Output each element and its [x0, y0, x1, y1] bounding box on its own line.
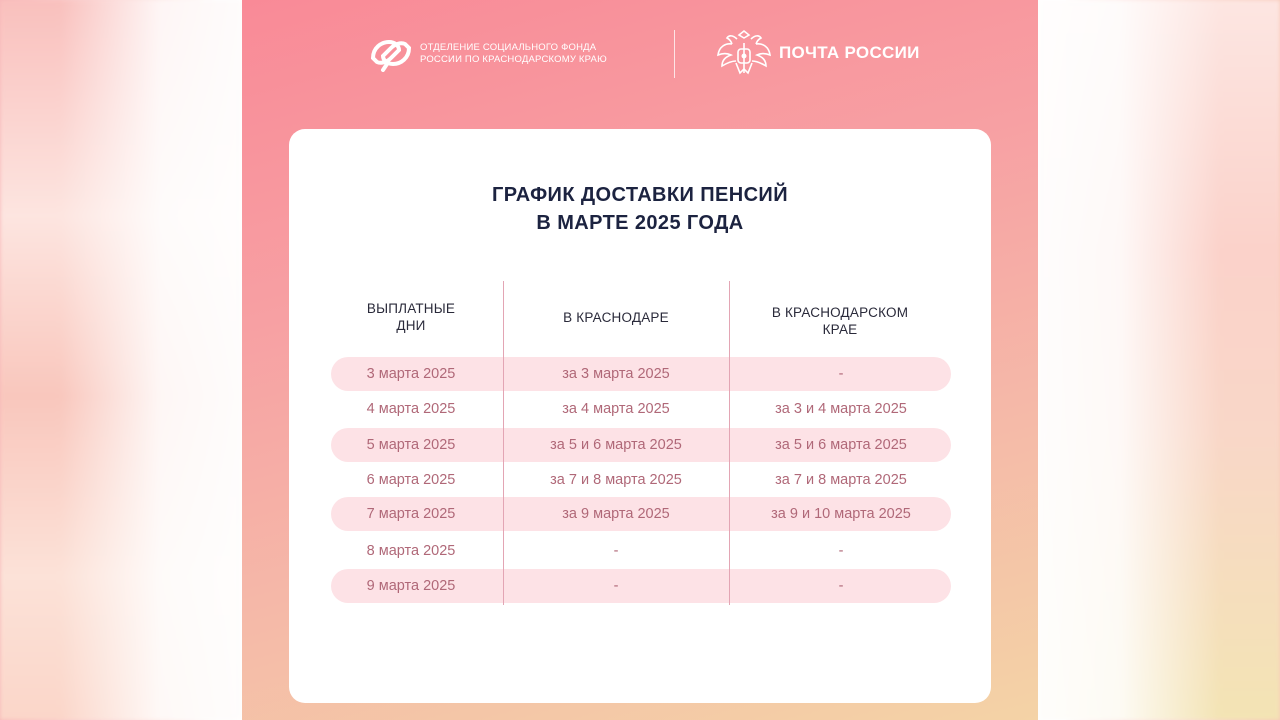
column-header-line: В КРАСНОДАРСКОМ	[771, 305, 909, 320]
column-header-payment-days	[331, 281, 491, 353]
poster-header	[242, 24, 1038, 84]
table-row	[331, 463, 951, 497]
krai-cell: за 7 и 8 марта 2025	[775, 472, 907, 488]
page-title	[289, 181, 991, 237]
column-header-line: В КРАСНОДАРЕ	[563, 309, 669, 325]
pension-schedule-poster	[242, 0, 1038, 720]
krasnodar-cell: -	[613, 543, 619, 559]
krasnodar-cell: за 7 и 8 марта 2025	[550, 472, 682, 488]
column-header-line: ДНИ	[396, 318, 426, 333]
schedule-table	[331, 281, 953, 605]
krasnodar-cell: за 3 марта 2025	[562, 366, 670, 382]
header-divider	[674, 30, 675, 78]
payment-day-cell: 8 марта 2025	[366, 543, 456, 559]
sfr-text-line2: РОССИИ ПО КРАСНОДАРСКОМУ КРАЮ	[420, 54, 607, 65]
payment-day-cell: 3 марта 2025	[366, 366, 456, 382]
title-line2: В МАРТЕ 2025 ГОДА	[536, 212, 744, 234]
schedule-card	[289, 129, 991, 703]
double-headed-eagle-icon	[715, 29, 773, 79]
table-row	[331, 357, 951, 391]
krasnodar-cell: за 9 марта 2025	[562, 506, 670, 522]
payment-day-cell: 9 марта 2025	[366, 578, 456, 594]
krai-cell: -	[838, 578, 844, 594]
column-header-krai	[729, 281, 951, 357]
payment-day-cell: 7 марта 2025	[366, 506, 456, 522]
payment-day-cell: 6 марта 2025	[366, 472, 456, 488]
krasnodar-cell: за 5 и 6 марта 2025	[550, 437, 682, 453]
table-row	[331, 569, 951, 603]
krasnodar-cell: за 4 марта 2025	[562, 401, 670, 417]
krai-cell: за 3 и 4 марта 2025	[775, 401, 907, 417]
table-row	[331, 428, 951, 462]
column-header-line: КРАЕ	[822, 322, 858, 337]
krasnodar-cell: -	[613, 578, 619, 594]
pochta-rossii-logo-text: ПОЧТА РОССИИ	[779, 43, 920, 62]
payment-day-cell: 5 марта 2025	[366, 437, 456, 453]
blurred-backdrop-left	[0, 0, 242, 720]
krai-cell: за 5 и 6 марта 2025	[775, 437, 907, 453]
payment-day-cell: 4 марта 2025	[366, 401, 456, 417]
table-row	[331, 497, 951, 531]
krai-cell: -	[838, 543, 844, 559]
sfr-logo-text	[420, 42, 650, 66]
column-header-line: ВЫПЛАТНЫЕ	[366, 301, 456, 316]
sfr-text-line1: ОТДЕЛЕНИЕ СОЦИАЛЬНОГО ФОНДА	[420, 42, 597, 53]
sfr-logo-icon	[369, 34, 413, 72]
table-row	[331, 392, 951, 426]
table-row	[331, 534, 951, 568]
blurred-backdrop-right	[1038, 0, 1280, 720]
krai-cell: -	[838, 366, 844, 382]
title-line1: ГРАФИК ДОСТАВКИ ПЕНСИЙ	[492, 184, 788, 206]
krai-cell: за 9 и 10 марта 2025	[771, 506, 911, 522]
column-header-krasnodar	[503, 281, 729, 353]
